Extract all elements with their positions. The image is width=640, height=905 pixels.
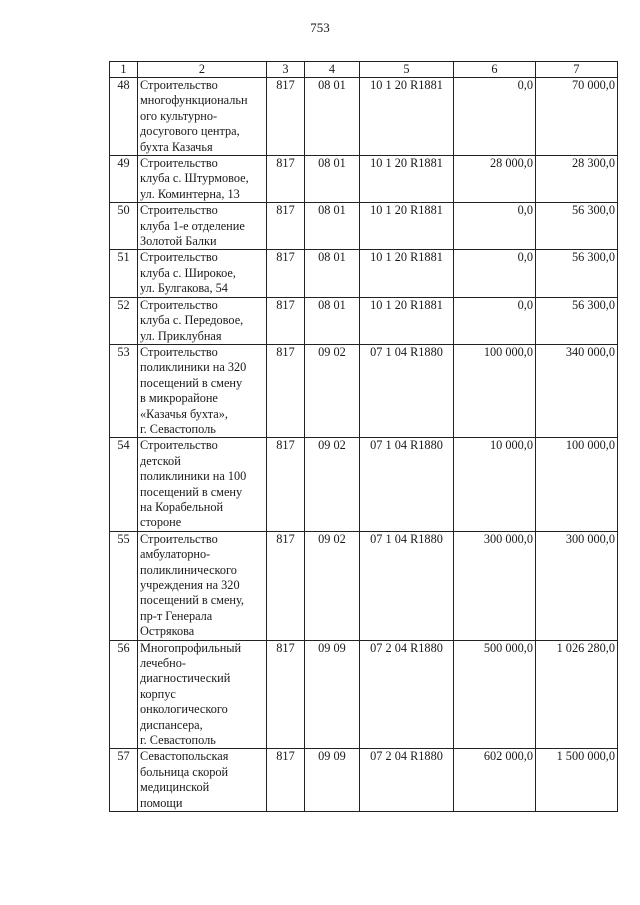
project-name: Севастопольская больница скорой медицинской помощи — [138, 749, 267, 812]
target-article-code: 10 1 20 R1881 — [360, 297, 454, 344]
project-name: Строительство поликлиники на 320 посещений в смену в микрорайоне «Казачья бухта», г. Севастополь — [138, 344, 267, 437]
amount-col-7: 56 300,0 — [536, 203, 618, 250]
table-row — [110, 203, 618, 250]
section-code: 08 01 — [305, 297, 360, 344]
row-number: 54 — [110, 438, 138, 531]
row-number: 55 — [110, 531, 138, 640]
ministry-code: 817 — [267, 297, 305, 344]
table-row — [110, 531, 618, 640]
section-code: 09 02 — [305, 531, 360, 640]
target-article-code: 07 1 04 R1880 — [360, 438, 454, 531]
section-code: 09 02 — [305, 344, 360, 437]
table-row — [110, 78, 618, 156]
amount-col-7: 56 300,0 — [536, 250, 618, 297]
target-article-code: 07 2 04 R1880 — [360, 749, 454, 812]
page-number: 753 — [310, 20, 330, 35]
header-row — [110, 62, 618, 78]
row-number: 57 — [110, 749, 138, 812]
ministry-code: 817 — [267, 438, 305, 531]
row-number: 53 — [110, 344, 138, 437]
amount-col-6: 500 000,0 — [454, 640, 536, 749]
project-name: Строительство амбулаторно- поликлинического учреждения на 320 посещений в смену, пр-т Генерала Острякова — [138, 531, 267, 640]
target-article-code: 10 1 20 R1881 — [360, 156, 454, 203]
header-cell-5: 5 — [360, 62, 454, 78]
amount-col-6: 0,0 — [454, 78, 536, 156]
header-cell-2: 2 — [138, 62, 267, 78]
target-article-code: 07 2 04 R1880 — [360, 640, 454, 749]
project-name: Строительство многофункциональн ого культурно- досугового центра, бухта Казачья — [138, 78, 267, 156]
row-number: 50 — [110, 203, 138, 250]
project-name: Строительство клуба с. Широкое, ул. Булгакова, 54 — [138, 250, 267, 297]
table-row — [110, 297, 618, 344]
project-name: Строительство клуба с. Штурмовое, ул. Коминтерна, 13 — [138, 156, 267, 203]
target-article-code: 07 1 04 R1880 — [360, 531, 454, 640]
amount-col-6: 100 000,0 — [454, 344, 536, 437]
section-code: 09 09 — [305, 749, 360, 812]
ministry-code: 817 — [267, 344, 305, 437]
header-cell-6: 6 — [454, 62, 536, 78]
target-article-code: 10 1 20 R1881 — [360, 203, 454, 250]
amount-col-7: 1 500 000,0 — [536, 749, 618, 812]
section-code: 09 09 — [305, 640, 360, 749]
row-number: 48 — [110, 78, 138, 156]
table-row — [110, 749, 618, 812]
section-code: 08 01 — [305, 203, 360, 250]
amount-col-7: 340 000,0 — [536, 344, 618, 437]
ministry-code: 817 — [267, 531, 305, 640]
amount-col-6: 0,0 — [454, 203, 536, 250]
ministry-code: 817 — [267, 78, 305, 156]
row-number: 51 — [110, 250, 138, 297]
table-row — [110, 156, 618, 203]
amount-col-7: 56 300,0 — [536, 297, 618, 344]
amount-col-7: 1 026 280,0 — [536, 640, 618, 749]
project-name: Строительство клуба с. Передовое, ул. Приклубная — [138, 297, 267, 344]
amount-col-7: 100 000,0 — [536, 438, 618, 531]
table-row — [110, 250, 618, 297]
header-cell-3: 3 — [267, 62, 305, 78]
amount-col-6: 10 000,0 — [454, 438, 536, 531]
header-cell-4: 4 — [305, 62, 360, 78]
target-article-code: 10 1 20 R1881 — [360, 78, 454, 156]
row-number: 52 — [110, 297, 138, 344]
row-number: 56 — [110, 640, 138, 749]
amount-col-6: 0,0 — [454, 250, 536, 297]
section-code: 08 01 — [305, 250, 360, 297]
ministry-code: 817 — [267, 250, 305, 297]
amount-col-7: 70 000,0 — [536, 78, 618, 156]
budget-table — [109, 61, 618, 812]
amount-col-6: 300 000,0 — [454, 531, 536, 640]
table-row — [110, 344, 618, 437]
section-code: 08 01 — [305, 156, 360, 203]
target-article-code: 10 1 20 R1881 — [360, 250, 454, 297]
table-row — [110, 640, 618, 749]
ministry-code: 817 — [267, 203, 305, 250]
section-code: 08 01 — [305, 78, 360, 156]
ministry-code: 817 — [267, 640, 305, 749]
project-name: Строительство клуба 1-е отделение Золотой Балки — [138, 203, 267, 250]
amount-col-6: 28 000,0 — [454, 156, 536, 203]
table-row — [110, 438, 618, 531]
amount-col-7: 28 300,0 — [536, 156, 618, 203]
section-code: 09 02 — [305, 438, 360, 531]
project-name: Строительство детской поликлиники на 100 посещений в смену на Корабельной стороне — [138, 438, 267, 531]
header-cell-1: 1 — [110, 62, 138, 78]
ministry-code: 817 — [267, 749, 305, 812]
ministry-code: 817 — [267, 156, 305, 203]
amount-col-7: 300 000,0 — [536, 531, 618, 640]
amount-col-6: 602 000,0 — [454, 749, 536, 812]
project-name: Многопрофильный лечебно- диагностический корпус онкологического диспансера, г. Севастополь — [138, 640, 267, 749]
amount-col-6: 0,0 — [454, 297, 536, 344]
header-cell-7: 7 — [536, 62, 618, 78]
target-article-code: 07 1 04 R1880 — [360, 344, 454, 437]
row-number: 49 — [110, 156, 138, 203]
